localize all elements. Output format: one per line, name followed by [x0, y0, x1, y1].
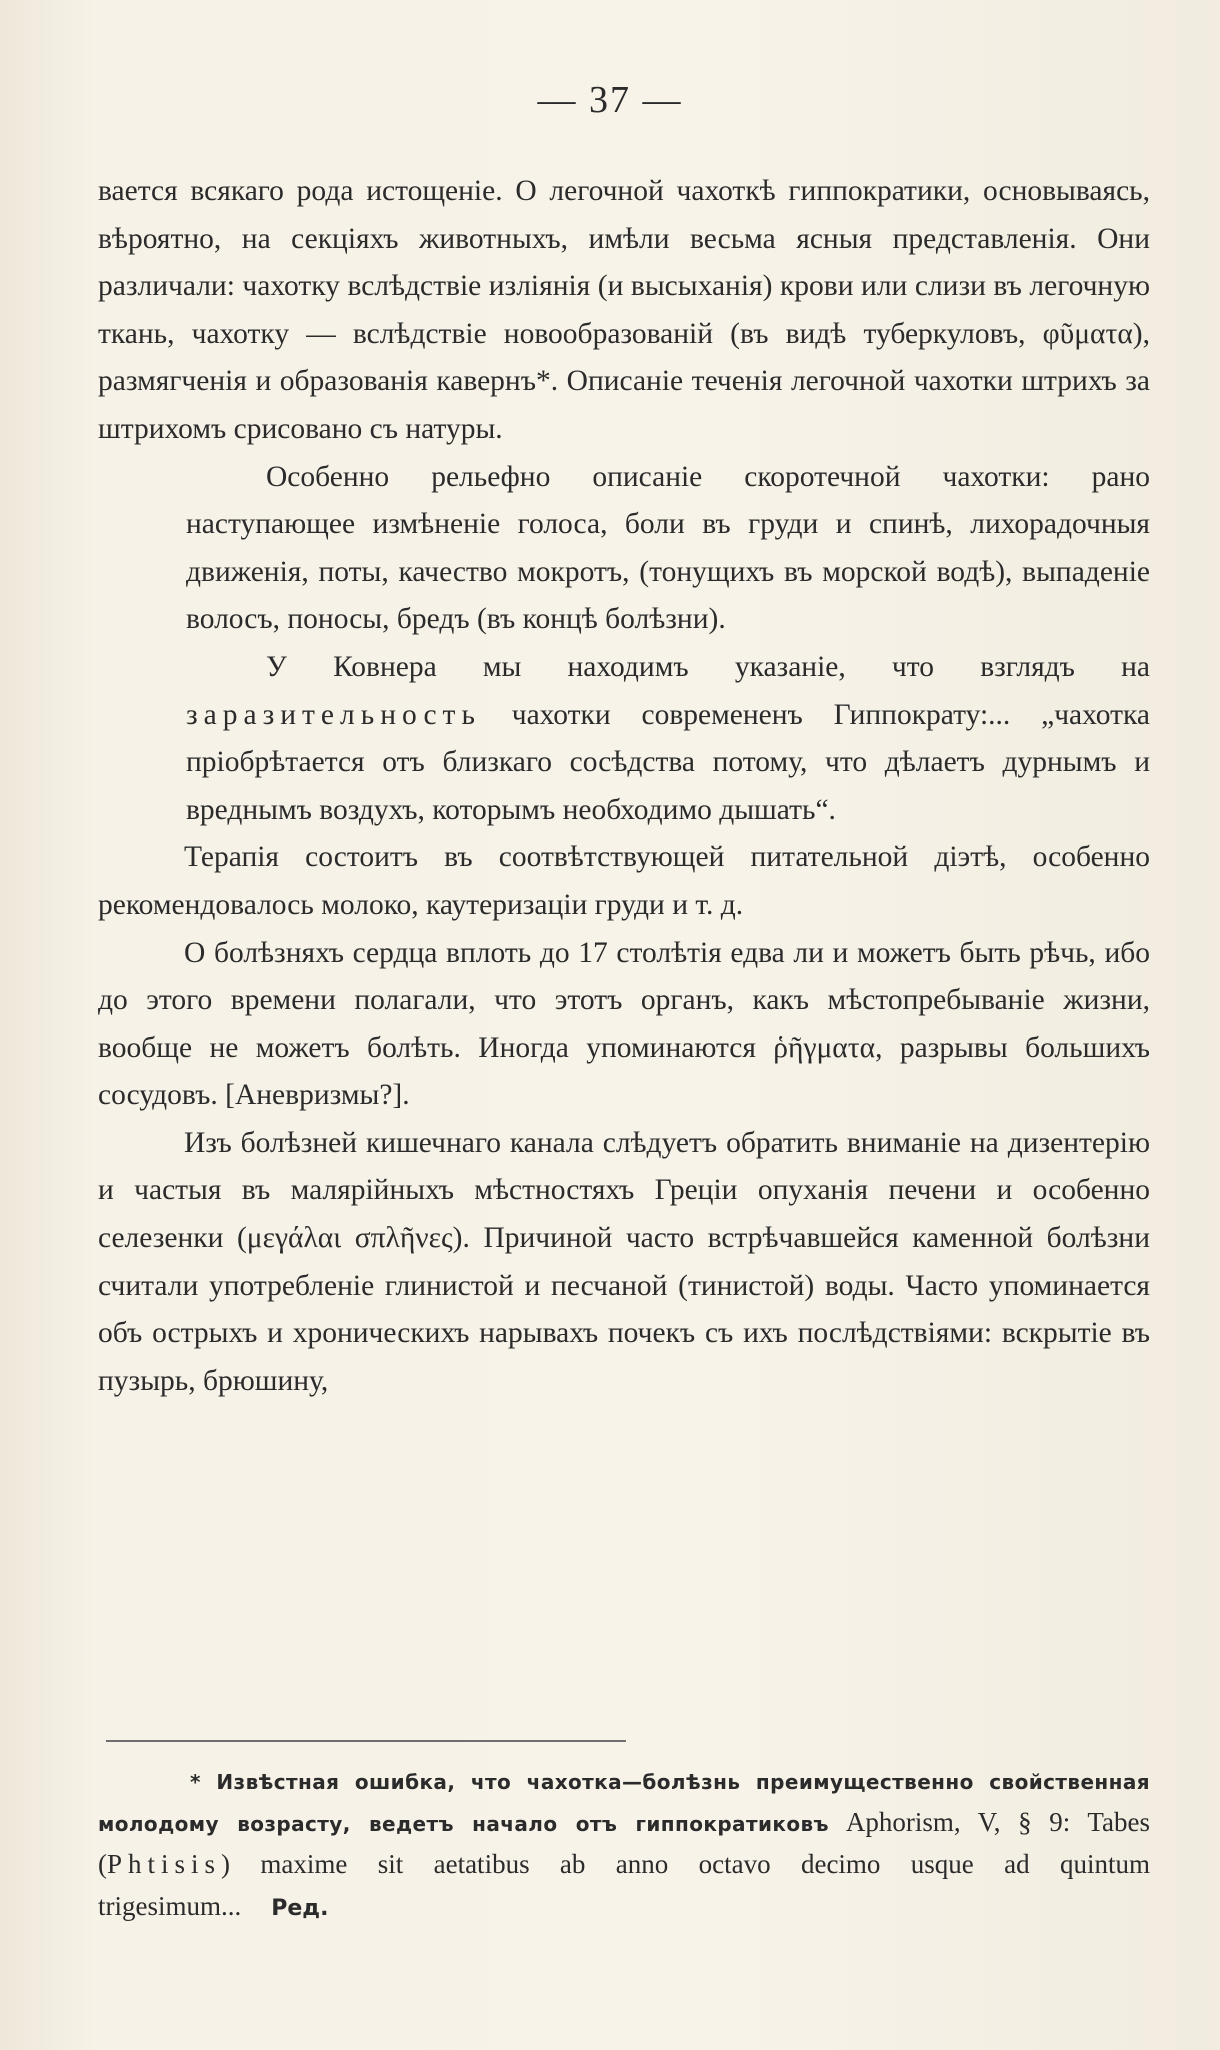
- footnote-bold-text: * Извѣстная ошибка, что чахотка—болѣзнь преимущественно свойственная молодому возрасту, ведетъ начало отъ гиппократиковъ: [98, 1770, 1150, 1836]
- quote-block: [186, 454, 1150, 835]
- paragraph-intestinal-diseases: Изъ болѣзней кишечнаго канала слѣдуетъ обратить вниманіе на дизентерію и частыя въ малярійныхъ мѣстностяхъ Греціи опуханія печени и особенно селезенки (μεγάλαι σπλῆνες). Причиной часто встрѣчавшейся каменной болѣзни считали употребленіе глинистой и песчаной (тинистой) воды. Часто упоминается объ острыхъ и хроническихъ нарывахъ почекъ съ ихъ послѣдствіями: вскрытіе въ пузырь, брюшину,: [98, 1126, 1150, 1397]
- spaced-term: заразительность: [186, 698, 481, 731]
- quote-rapid-consumption: Особенно рельефно описаніе скоротечной чахотки: рано наступающее измѣненіе голоса, боли въ груди и спинѣ, лихорадочныя движенія, поты, качество мокротъ, (тонущихъ въ морской водѣ), выпаденіе волосъ, поносы, бредъ (въ концѣ болѣзни).: [186, 460, 1150, 636]
- footnote-latin-end: ) maxime sit aetatibus ab anno octavo decimo usque ad quintum trigesimum...: [98, 1849, 1150, 1921]
- footnote-divider: [106, 1740, 626, 1742]
- footnote-editor-mark: Ред.: [271, 1896, 329, 1921]
- quote-contagiousness: [186, 644, 1150, 834]
- main-text: [98, 168, 1150, 1405]
- footnote-text: [98, 1762, 1150, 1929]
- quote-contagiousness-end: чахотки современенъ Гиппократу:... „чахотка пріобрѣтается отъ близкаго сосѣдства потому, что дѣлаетъ дурнымъ и вреднымъ воздухъ, которымъ необходимо дышать“.: [186, 698, 1151, 826]
- paragraph-therapy: Терапія состоитъ въ соотвѣтствующей питательной діэтѣ, особенно рекомендовалось молоко, каутеризаціи груди и т. д.: [98, 841, 1150, 921]
- footnote-latin-start: Aphorism, V, § 9: Tabes (: [98, 1807, 1151, 1879]
- quote-contagiousness-start: У Ковнера мы находимъ указаніе, что взглядъ на: [266, 650, 1150, 683]
- paragraph-heart-diseases: О болѣзняхъ сердца вплоть до 17 столѣтія едва ли и можетъ быть рѣчь, ибо до этого времени полагали, что этотъ органъ, какъ мѣстопребываніе жизни, вообще не можетъ болѣть. Иногда упоминаются ῥῆγματα, разрывы большихъ сосудовъ. [Аневризмы?].: [98, 936, 1150, 1112]
- page-number: — 37 —: [537, 79, 683, 121]
- paragraph-consumption: вается всякаго рода истощеніе. О легочной чахоткѣ гиппократики, основываясь, вѣроятно, на секціяхъ животныхъ, имѣли весьма ясныя представленія. Они различали: чахотку вслѣдствіе изліянія (и высыханія) крови или слизи въ легочную ткань, чахотку — вслѣдствіе новообразованій (въ видѣ туберкуловъ, φῦματα), размягченія и образованія кавернъ*. Описаніе теченія легочной чахотки штрихъ за штрихомъ срисовано съ натуры.: [98, 175, 1150, 445]
- footnote-latin-spaced: Phtisis: [107, 1849, 222, 1879]
- footnote: [98, 1762, 1150, 1929]
